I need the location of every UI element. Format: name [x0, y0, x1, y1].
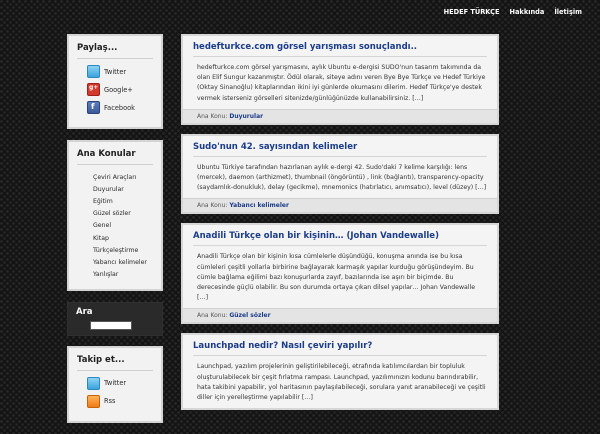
- follow-twitter-link[interactable]: [87, 377, 153, 390]
- post-title-link[interactable]: Sudo'nun 42. sayısından kelimeler: [193, 140, 487, 157]
- follow-rss-link[interactable]: [87, 395, 153, 408]
- category-item-egitim[interactable]: Eğitim: [93, 197, 113, 205]
- category-item-yabanci-kelimeler[interactable]: Yabancı kelimeler: [93, 258, 147, 266]
- post-category-link[interactable]: Duyurular: [229, 112, 264, 120]
- share-google-plus-link[interactable]: [87, 83, 153, 96]
- post-category-link[interactable]: Yabancı kelimeler: [229, 202, 289, 210]
- post-meta: [183, 308, 497, 322]
- category-list: [77, 171, 153, 281]
- post-meta-label: Ana Konu:: [197, 202, 228, 210]
- post-title-link[interactable]: hedefturkce.com görsel yarışması sonuçlandı..: [193, 40, 487, 57]
- category-item-kitap[interactable]: Kitap: [93, 234, 109, 242]
- twitter-icon: [87, 377, 100, 390]
- share-twitter-link[interactable]: [87, 65, 153, 78]
- share-widget-title: Paylaş...: [77, 43, 153, 59]
- twitter-icon: [87, 65, 100, 78]
- category-item-guzel-sozler[interactable]: Güzel sözler: [93, 210, 131, 218]
- post-excerpt: Anadili Türkçe olan bir kişinin kısa cümlelerle düşündüğü, konuşma anında ise bu kısa cümleleri çeşitli yollarla birbirine bağlayarak karmaşık yapılar kurduğu görüşündeyim. Bu cümle bağlama eğilimi bazı konuşurlarda zayıf, bazılarında ise aşırı bir biçimde. Bu derecesinde güçlü olabilir. Bu son durumda ortaya çıkan dilsel yapılar… Johan Vandewalle […]: [197, 253, 476, 302]
- nav-contact-link[interactable]: İletişim: [554, 8, 582, 16]
- category-item-duyurular[interactable]: Duyurular: [93, 185, 124, 193]
- share-widget: [67, 34, 163, 129]
- category-item-turkcelestirme[interactable]: Türkçeleştirme: [93, 246, 139, 254]
- post-excerpt: Ubuntu Türkiye tarafından hazırlanan aylık e-dergi 42. Sudo'daki 7 kelime karşılığı: lens (mercek), daemon (arthizmet), thumbnail (öngörüntü) , link (bağlantı), transparency-opacity (saydamlık-donukluk), delay (gecikme), mnemonics (hatırlatıcı, anımsatıcı), level (düzey) […]: [197, 163, 487, 192]
- category-item-genel[interactable]: Genel: [93, 222, 112, 230]
- share-twitter-label: Twitter: [104, 67, 127, 76]
- follow-rss-label: Rss: [104, 397, 116, 406]
- category-item-ceviri-araclari[interactable]: Çeviri Araçları: [93, 173, 137, 181]
- post-card: [181, 333, 499, 410]
- share-facebook-label: Facebook: [104, 103, 135, 112]
- share-facebook-link[interactable]: [87, 101, 153, 114]
- post-meta: [183, 198, 497, 212]
- sidebar: [67, 34, 163, 434]
- categories-widget-title: Ana Konular: [77, 149, 153, 165]
- nav-home-link[interactable]: HEDEF TÜRKÇE: [443, 8, 500, 16]
- share-google-plus-label: Google+: [104, 85, 133, 94]
- top-nav-links: [444, 8, 582, 16]
- post-meta-label: Ana Konu:: [197, 312, 228, 320]
- post-excerpt: hedefturkce.com görsel yarışmasını, aylık Ubuntu e-dergisi SUDO'nun tasarım takımında da olan Elif Sungur kazanmıştır. Ödül olarak, siteye adını veren Bye Bye Türkçe ve Hedef Türkiye (Oktay Sinanoğlu) kitaplarından ikini iyi günlerde okumasını dilerim. Hedef Türkçe'ye destek vermek isterseniz görselleri sitenizde/günlüğünüzde kullanabilirsiniz. […]: [197, 64, 486, 102]
- post-list: [181, 34, 499, 410]
- post-excerpt: Launchpad, yazılım projelerinin geliştirilebileceği, etrafında katılımcılardan bir topluluk oluşturulabilecek bir çeşit fırlatma rampası. Launchpad, yazılımınızın kodunu barındırabilir, hata takibini yapabilir, yol haritasının paylaşılabileceği, sorulara yanıt aranabileceği ve çeşitli diller için yerelleştirme yapılabilir […]: [197, 363, 486, 402]
- category-item-yanlislar[interactable]: Yanlışlar: [93, 271, 119, 279]
- post-card: [181, 223, 499, 324]
- post-card: [181, 134, 499, 215]
- nav-about-link[interactable]: Hakkında: [509, 8, 545, 16]
- facebook-icon: [87, 101, 100, 114]
- follow-twitter-label: Twitter: [104, 379, 127, 388]
- post-title-link[interactable]: Launchpad nedir? Nasıl çeviri yapılır?: [193, 339, 487, 356]
- post-category-link[interactable]: Güzel sözler: [229, 312, 271, 320]
- follow-widget: [67, 346, 163, 423]
- search-widget-title: Ara: [76, 306, 93, 317]
- search-input[interactable]: [90, 321, 132, 330]
- top-navigation: [0, 0, 600, 26]
- categories-widget: [67, 140, 163, 291]
- google-plus-icon: [87, 83, 100, 96]
- rss-icon: [87, 395, 100, 408]
- post-meta-label: Ana Konu:: [197, 112, 228, 120]
- post-meta: [183, 109, 497, 123]
- search-widget: [67, 302, 163, 336]
- post-card: [181, 34, 499, 125]
- post-title-link[interactable]: Anadili Türkçe olan bir kişinin… (Johan Vandewalle): [193, 229, 487, 246]
- follow-widget-title: Takip et...: [77, 355, 153, 371]
